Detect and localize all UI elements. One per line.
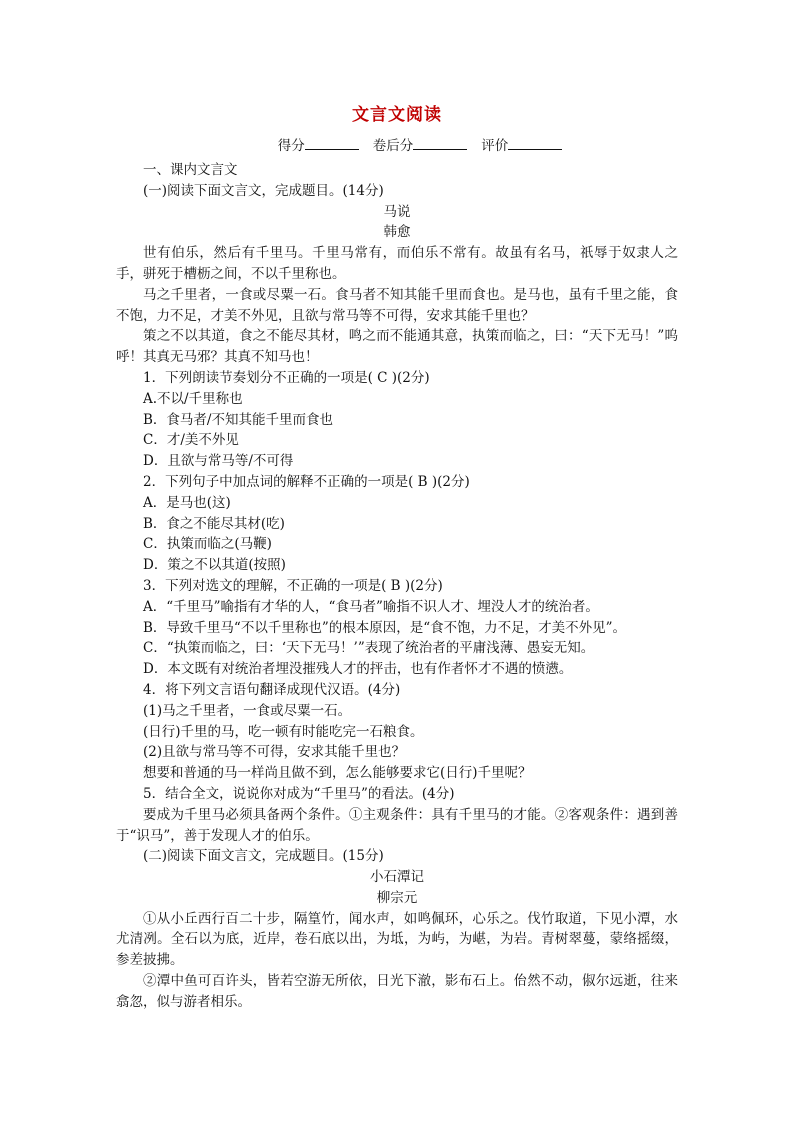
score-label: 得分 — [277, 138, 305, 154]
evaluation-label: 评价 — [481, 138, 509, 154]
question-4-answer: (日行)千里的马，吃一顿有时能吃完一石粮食。 — [143, 723, 424, 740]
question-option: D．策之不以其道(按照) — [143, 557, 286, 574]
question-5: 5．结合全文，说说你对成为“千里马”的看法。(4分) — [143, 785, 455, 802]
after-score-label: 卷后分 — [372, 138, 414, 154]
question-3: 3．下列对选文的理解，不正确的一项是( B )(2分) — [143, 577, 443, 594]
article-title: 马说 — [383, 203, 411, 220]
question-2: 2．下列句子中加点词的解释不正确的一项是( B )(2分) — [143, 473, 470, 490]
question-option: D．本文既有对统治者埋没摧残人才的抨击，也有作者怀才不遇的愤懑。 — [143, 661, 573, 678]
question-4: 4．将下列文言语句翻译成现代汉语。(4分) — [143, 681, 401, 698]
question-option: C．执策而临之(马鞭) — [143, 536, 272, 553]
after-score-blank — [413, 136, 467, 150]
question-4-item: (1)马之千里者，一食或尽粟一石。 — [143, 702, 352, 719]
question-option: A．是马也(这) — [143, 494, 231, 511]
question-option: B．食马者/不知其能千里而食也 — [143, 411, 333, 428]
article-paragraph: 世有伯乐，然后有千里马。千里马常有，而伯乐不常有。故虽有名马，祇辱于奴隶人之手，骈死于槽枥之间，不以千里称也。 — [116, 245, 678, 282]
question-option: C．“执策而临之，曰：‘天下无马！’”表现了统治者的平庸浅薄、愚妄无知。 — [143, 640, 595, 657]
score-blank — [305, 136, 359, 150]
page-title: 文言文阅读 — [352, 105, 442, 125]
article-paragraph: ②潭中鱼可百许头，皆若空游无所依，日光下澈，影布石上。佁然不动，俶尔远逝，往来翕忽，似与游者相乐。 — [116, 973, 678, 1010]
question-4-item: (2)且欲与常马等不可得，安求其能千里也？ — [143, 744, 406, 761]
article-title: 小石潭记 — [370, 869, 424, 886]
evaluation-blank — [508, 136, 562, 150]
question-5-answer: 要成为千里马必须具备两个条件。①主观条件：具有千里马的才能。②客观条件：遇到善于“识马”，善于发现人才的伯乐。 — [116, 806, 678, 844]
question-option: D．且欲与常马等/不可得 — [143, 453, 294, 470]
part1-intro: (一)阅读下面文言文，完成题目。(14分) — [143, 182, 384, 199]
question-4-answer: 想要和普通的马一样尚且做不到，怎么能够要求它(日行)千里呢？ — [143, 765, 532, 782]
question-option: C．才/美不外见 — [143, 432, 239, 449]
question-option: A．“千里马”喻指有才华的人，“食马者”喻指不识人才、埋没人才的统治者。 — [143, 598, 599, 615]
document-content — [116, 103, 678, 1013]
article-paragraph: 马之千里者，一食或尽粟一石。食马者不知其能千里而食也。是马也，虽有千里之能，食不饱，力不足，才美不外见，且欲与常马等不可得，安求其能千里也？ — [116, 286, 678, 324]
article-author: 韩愈 — [383, 224, 411, 241]
question-option: B．食之不能尽其材(吃) — [143, 515, 285, 532]
question-option: A.不以/千里称也 — [143, 390, 243, 407]
article-paragraph: 策之不以其道，食之不能尽其材，鸣之而不能通其意，执策而临之，曰：“天下无马！”呜呼！其真无马邪？其真不知马也！ — [116, 328, 678, 366]
score-line — [116, 136, 678, 156]
article-paragraph: ①从小丘西行百二十步，隔篁竹，闻水声，如鸣佩环，心乐之。伐竹取道，下见小潭，水尤清冽。全石以为底，近岸，卷石底以出，为坻，为屿，为嵁，为岩。青树翠蔓，蒙络摇缀，参差披拂。 — [116, 910, 678, 969]
article-author: 柳宗元 — [376, 889, 418, 906]
question-option: B．导致千里马“不以千里称也”的根本原因，是“食不饱，力不足，才美不外见”。 — [143, 619, 627, 636]
section-heading: 一、课内文言文 — [143, 162, 238, 178]
question-1: 1．下列朗读节奏划分不正确的一项是( C )(2分) — [143, 369, 430, 386]
part2-intro: (二)阅读下面文言文，完成题目。(15分) — [143, 848, 384, 865]
